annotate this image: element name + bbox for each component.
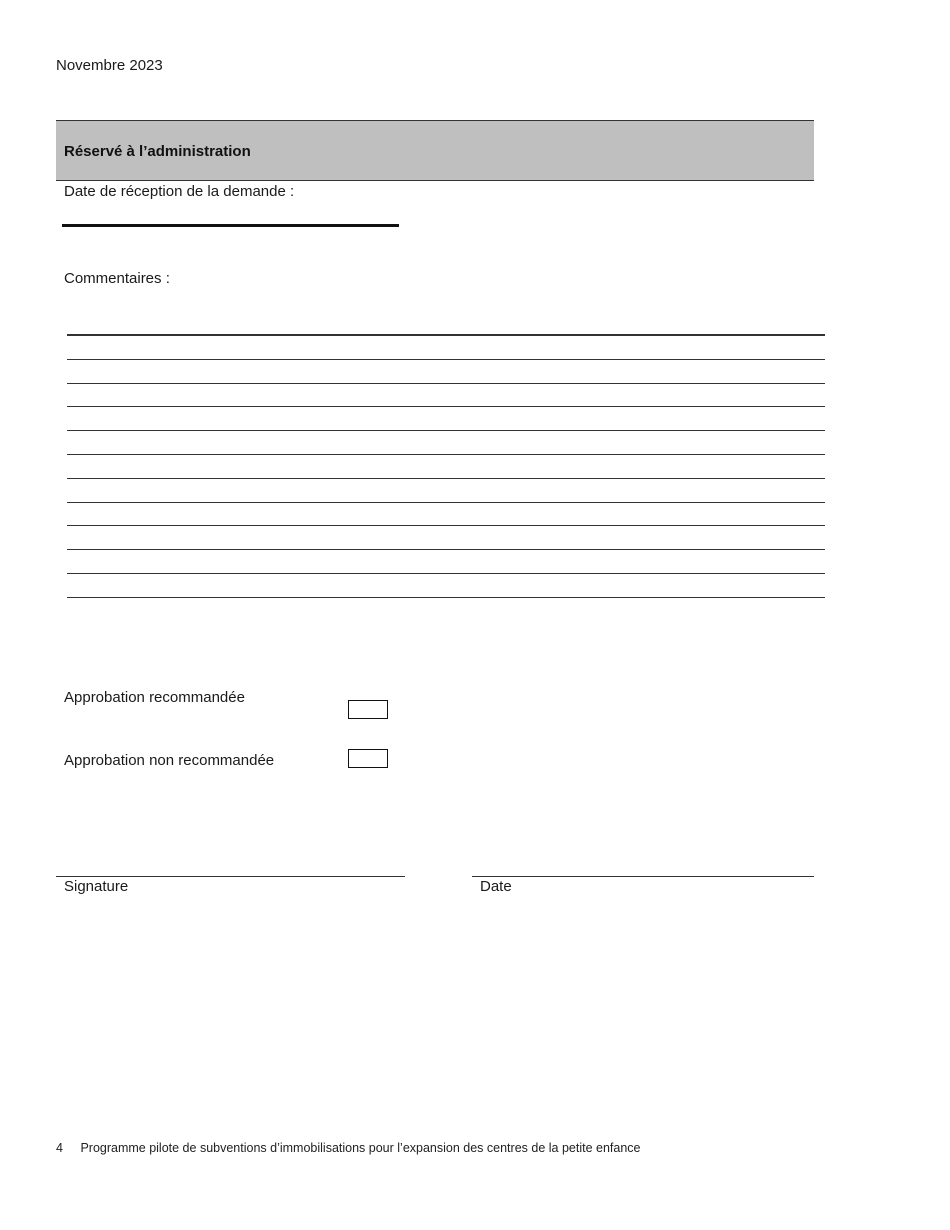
comments-label: Commentaires : [64,270,170,287]
comment-line[interactable] [67,503,825,527]
comment-line[interactable] [67,526,825,550]
comment-line[interactable] [67,574,825,598]
approval-recommended-checkbox[interactable] [348,700,388,719]
signature-label: Signature [64,878,129,895]
admin-section-header [56,120,814,181]
received-date-field[interactable] [62,224,399,227]
admin-section-title: Réservé à l’administration [64,143,251,160]
comment-line[interactable] [67,336,825,360]
received-date-label: Date de réception de la demande : [64,183,295,200]
approval-recommended-label: Approbation recommandée [64,689,245,706]
comment-line[interactable] [67,479,825,503]
signature-field[interactable] [56,876,405,877]
header-date: Novembre 2023 [56,57,163,74]
page-footer [56,1141,640,1155]
comments-field[interactable] [67,334,825,598]
comment-line[interactable] [67,407,825,431]
approval-not-recommended-label: Approbation non recommandée [64,752,275,769]
comment-line[interactable] [67,550,825,574]
page-number: 4 [56,1141,63,1155]
approval-not-recommended-checkbox[interactable] [348,749,388,768]
footer-text: Programme pilote de subventions d’immobilisations pour l’expansion des centres de la petite enfance [80,1141,641,1155]
comment-line[interactable] [67,431,825,455]
comment-line[interactable] [67,360,825,384]
signature-date-label: Date [480,878,512,895]
signature-date-field[interactable] [472,876,814,877]
comment-line[interactable] [67,455,825,479]
comment-line[interactable] [67,384,825,408]
